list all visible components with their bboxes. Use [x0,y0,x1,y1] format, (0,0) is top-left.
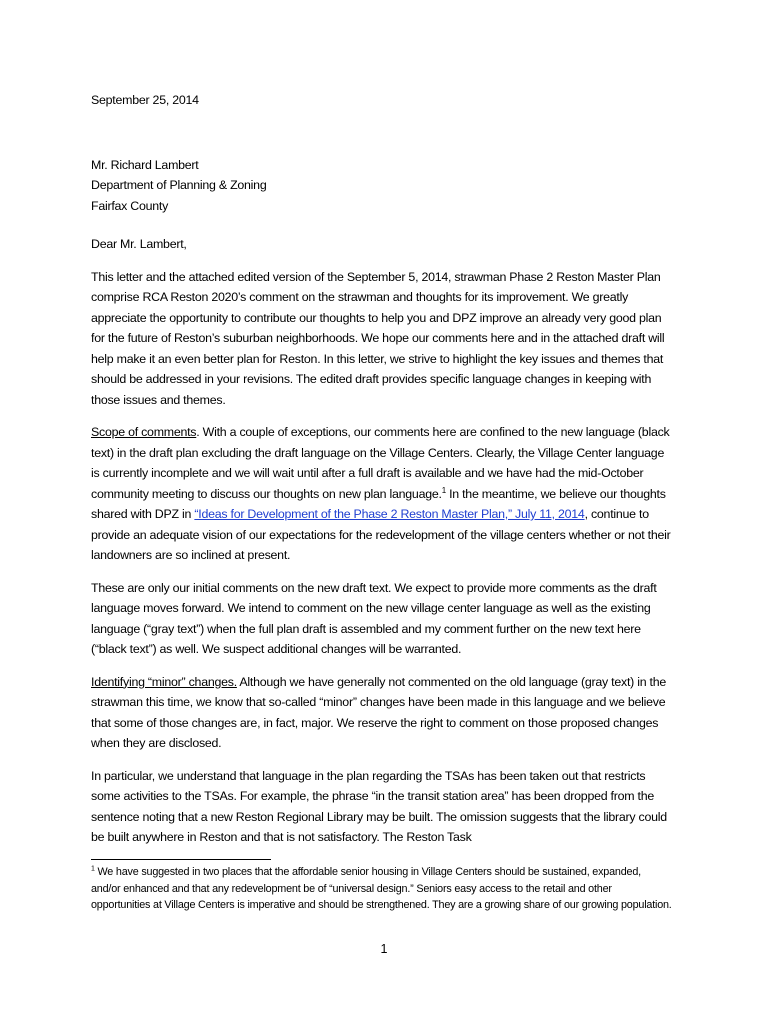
scope-text-2: In the meantime, we believe our thoughts shared with DPZ in [91,486,666,521]
scope-paragraph [91,422,673,566]
scope-heading: Scope of comments [91,425,197,439]
salutation: Dear Mr. Lambert, [91,237,187,251]
recipient-name: Mr. Richard Lambert [91,157,199,172]
recipient-department: Department of Planning & Zoning [91,178,267,192]
footnote-reference[interactable]: 1 [441,485,446,495]
minor-changes-text: Although we have generally not commented on the old language (gray text) in the strawman this time, we know that so-called “minor” changes have been made in this language and we believe that some of those changes are, in fact, major. We reserve the right to comment on those proposed changes when they are disclosed. [91,674,667,750]
recipient-address [91,155,673,217]
footnote-area [91,859,673,914]
footnote [91,864,673,914]
page-number: 1 [380,942,388,956]
footnote-number: 1 [91,865,95,873]
letter-body [91,90,673,848]
ideas-document-link[interactable]: “Ideas for Development of the Phase 2 Reston Master Plan,” July 11, 2014 [194,507,585,521]
minor-changes-paragraph [91,672,673,754]
minor-changes-heading: Identifying “minor” changes. [91,674,237,689]
scope-text-3: , continue to provide an adequate vision of our expectations for the redevelopment of the village centers whether or not their landowners are so inclined at present. [91,507,671,562]
initial-comments-paragraph: These are only our initial comments on the new draft text. We expect to provide more comments as the draft language moves forward. We intend to comment on the new village center language as well as the existing language (“gray text”) when the full plan draft is assembled and my comment further on the new text here (“black text”) as well. We suspect additional changes will be warranted. [91,580,657,656]
footnote-divider [91,859,271,860]
particular-paragraph: In particular, we understand that language in the plan regarding the TSAs has been taken out that restricts some activities to the TSAs. For example, the phrase “in the transit station area” has been dropped from the sentence noting that a new Reston Regional Library may be built. The omission suggests that the library could be built anywhere in Reston and that is not satisfactory. The Reston Task [91,768,667,844]
letter-date: September 25, 2014 [91,93,199,107]
recipient-county: Fairfax County [91,198,169,213]
footnote-text: We have suggested in two places that the affordable senior housing in Village Centers should be sustained, expanded, and/or enhanced and that any redevelopment be of “universal design.” Seniors easy access to the retail and other opportunities at Village Centers is imperative and should be strengthened. They are a growing share of our growing population. [91,866,672,911]
intro-paragraph: This letter and the attached edited version of the September 5, 2014, strawman Phase 2 Reston Master Plan comprise RCA Reston 2020’s comment on the strawman and thoughts for its improvement. We greatly appreciate the opportunity to contribute our thoughts to help you and DPZ improve an already very good plan for the future of Reston’s suburban neighborhoods. We hope our comments here and in the attached draft will help make it an even better plan for Reston. In this letter, we strive to highlight the key issues and themes that should be addressed in your revisions. The edited draft provides specific language changes in keeping with those issues and themes. [91,269,665,407]
scope-text-1: . With a couple of exceptions, our comments here are confined to the new language (black text) in the draft plan excluding the draft language on the Village Centers. Clearly, the Village Center language is currently incomplete and we will wait until after a full draft is available and we have had the mid-October community meeting to discuss our thoughts on new plan language. [91,425,670,501]
